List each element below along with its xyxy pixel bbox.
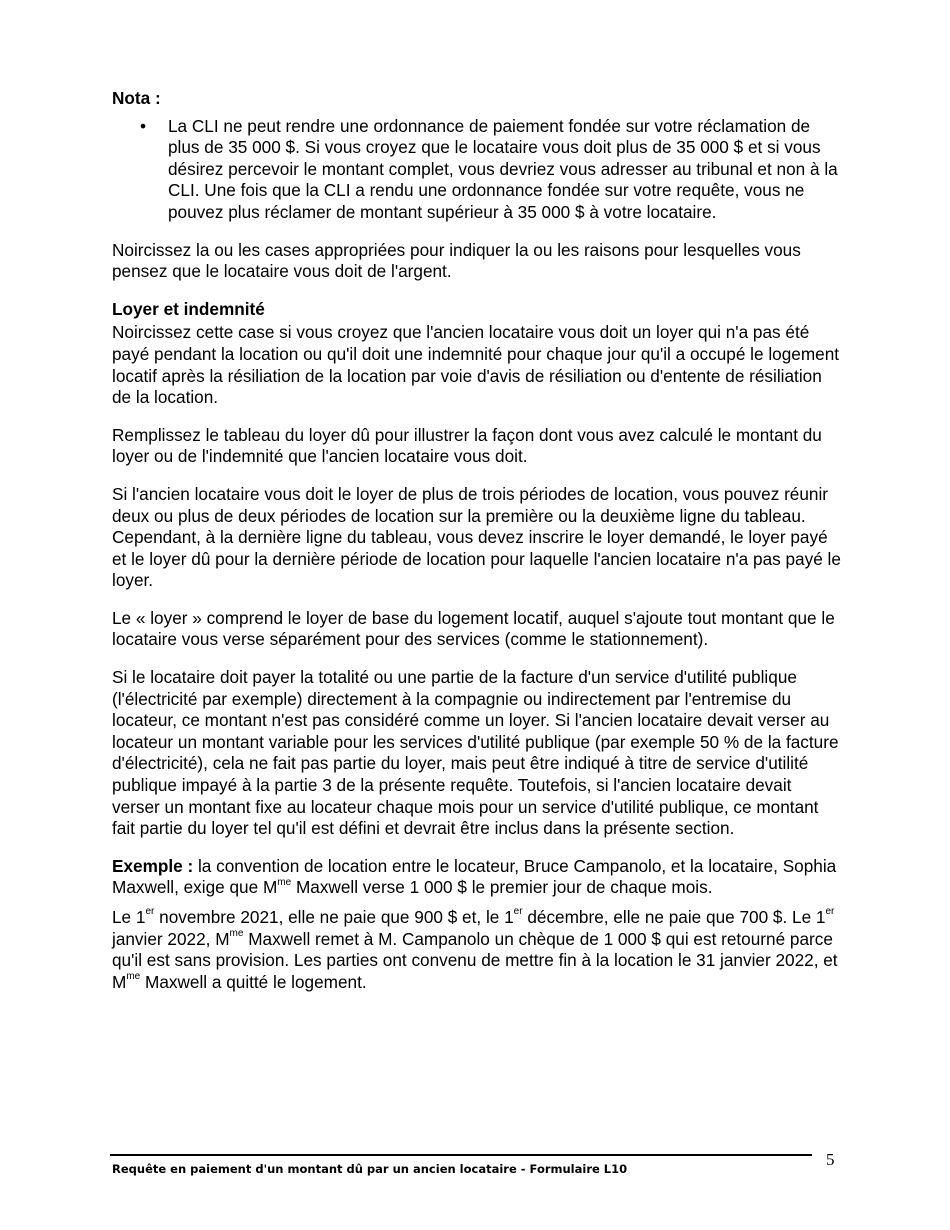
section-paragraph-4: Le « loyer » comprend le loyer de base du logement locatif, auquel s'ajoute tout montant que le locataire vous verse séparément pour des services (comme le stationnement). <box>112 607 835 650</box>
nota-list <box>112 116 842 224</box>
bullet-icon: • <box>140 115 147 136</box>
footer-divider <box>110 1154 812 1156</box>
document-body <box>112 88 842 1009</box>
section-heading: Loyer et indemnité <box>112 298 265 319</box>
section-paragraph-3: Si l'ancien locataire vous doit le loyer de plus de trois périodes de location, vous pouvez réunir deux ou plus de deux périodes de location sur la première ou la deuxième ligne du tableau. Cependant, à la dernière ligne du tableau, vous devez inscrire le loyer demandé, le loyer payé et le loyer dû pour la dernière période de location pour laquelle l'ancien locataire n'a pas payé le loyer. <box>112 483 841 591</box>
nota-bullet-text: La CLI ne peut rendre une ordonnance de paiement fondée sur votre réclamation de plus de 35 000 $. Si vous croyez que le locataire vous doit plus de 35 000 $ et si vous désirez percevoir le montant complet, vous devriez vous adresser au tribunal et non à la CLI. Une fois que la CLI a rendu une ordonnance fondée sur votre requête, vous ne pouvez plus réclamer de montant supérieur à 35 000 $ à votre locataire. <box>168 115 838 222</box>
footer-title: Requête en paiement d'un montant dû par un ancien locataire - Formulaire L10 <box>112 1162 628 1176</box>
section-paragraph-2: Remplissez le tableau du loyer dû pour illustrer la façon dont vous avez calculé le montant du loyer ou de l'indemnité que l'ancien locataire vous doit. <box>112 424 822 467</box>
page-number: 5 <box>826 1150 835 1169</box>
section-paragraph-5: Si le locataire doit payer la totalité ou une partie de la facture d'un service d'utilité publique (l'électricité par exemple) directement à la compagnie ou indirectement par l'entremise du locateur, ce montant n'est pas considéré comme un loyer. Si l'ancien locataire devait verser au locateur un montant variable pour les services d'utilité publique (par exemple 50 % de la facture d'électricité), cela ne fait pas partie du loyer, mais peut être indiqué à titre de service d'utilité publique impayé à la partie 3 de la présente requête. Toutefois, si l'ancien locataire devait verser un montant fixe au locateur chaque mois pour un service d'utilité publique, ce montant fait partie du loyer tel qu'il est défini et devrait être inclus dans la présente section. <box>112 667 839 839</box>
example-paragraph-2: Le 1er novembre 2021, elle ne paie que 900 $ et, le 1er décembre, elle ne paie que 700 $. Le 1er janvier 2022, $M^{me}$ Maxwell remet à M. Campanolo un chèque de 1 000 $ qui est retourné parce qu'il est sans provision. Les parties ont convenu de mettre fin à la location le 31 janvier 2022, et $M^{me}$ Maxwell a quitté le logement. <box>112 906 838 992</box>
example-label: Exemple : <box>112 855 194 876</box>
example-paragraph-1: Exemple : la convention de location entre le locateur, Bruce Campanolo, et la locataire, Sophia Maxwell, exige que $M^{me}$ Maxwell verse 1 000 $ le premier jour de chaque mois. <box>112 855 837 898</box>
intro-paragraph: Noircissez la ou les cases appropriées pour indiquer la ou les raisons pour lesquelles vous pensez que le locataire vous doit de l'argent. <box>112 239 801 282</box>
nota-title: Nota : <box>112 88 161 108</box>
section-paragraph-1: Noircissez cette case si vous croyez que l'ancien locataire vous doit un loyer qui n'a pas été payé pendant la location ou qu'il doit une indemnité pour chaque jour qu'il a occupé le logement locatif après la résiliation de la location par voie d'avis de résiliation ou d'entente de résiliation de la location. <box>112 322 840 408</box>
nota-bullet-item <box>112 116 842 224</box>
